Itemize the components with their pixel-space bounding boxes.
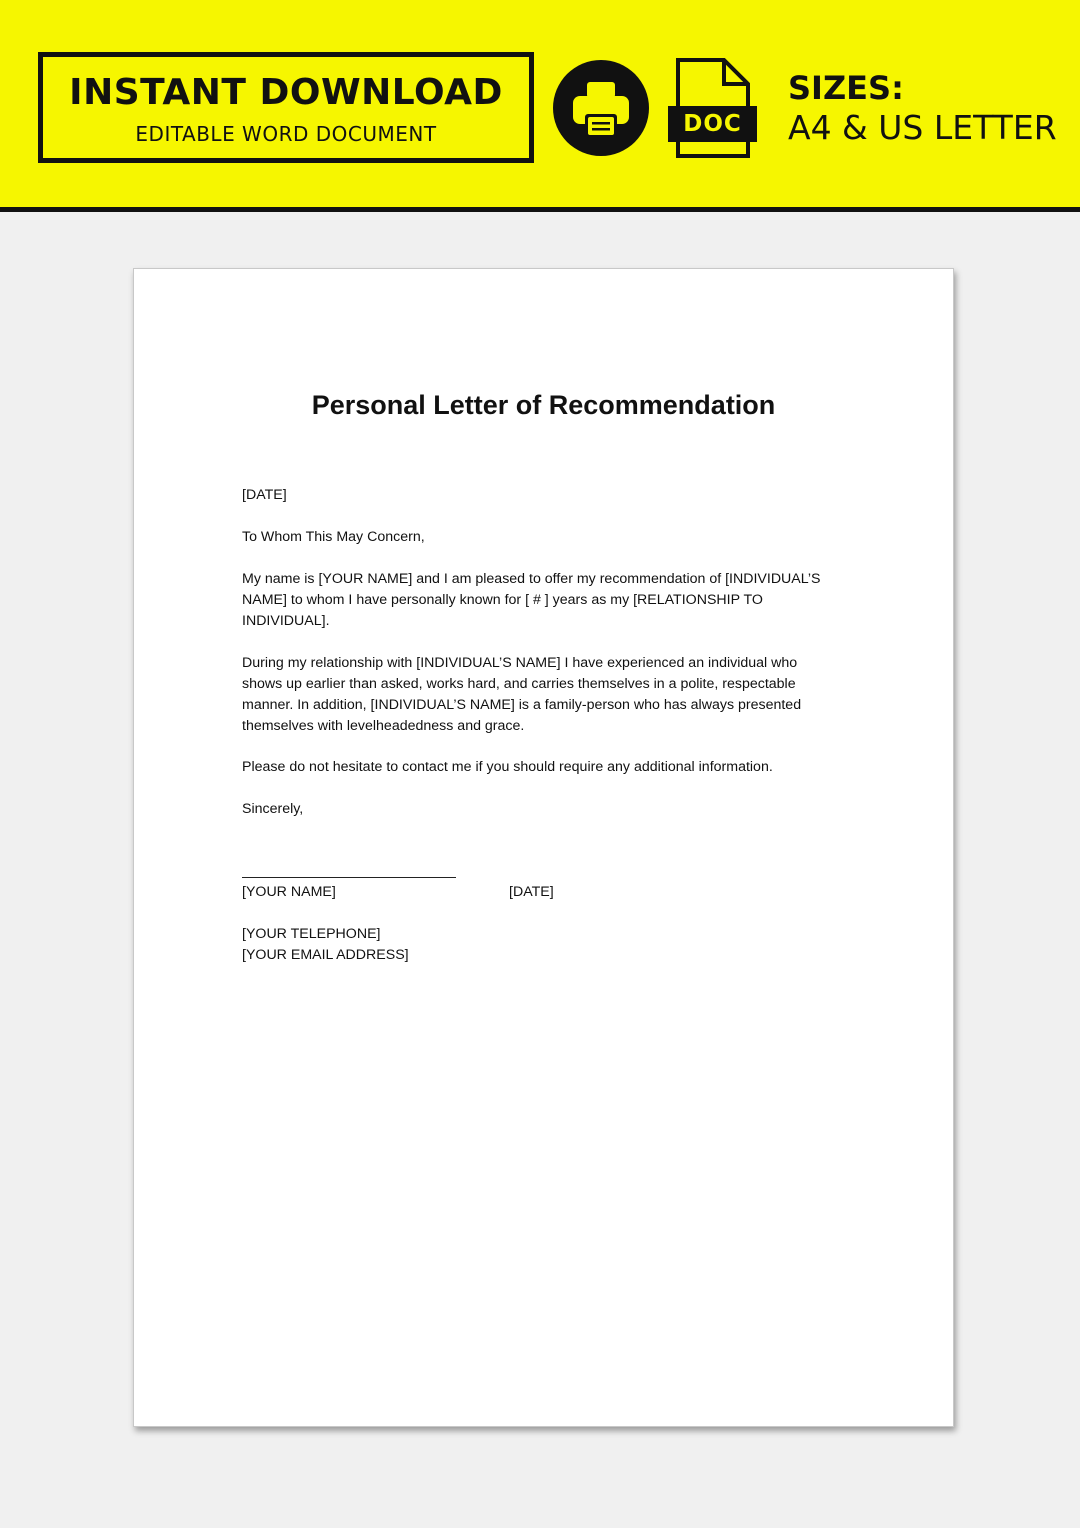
sizes-label: SIZES: <box>788 69 904 107</box>
contact-telephone: [YOUR TELEPHONE] <box>242 926 381 942</box>
paragraph-2-line: manner. In addition, [INDIVIDUAL’S NAME] is a family-person who has always presented <box>242 697 802 713</box>
badge-title: INSTANT DOWNLOAD <box>69 72 503 113</box>
letter-title: Personal Letter of Recommendation <box>311 390 776 420</box>
doc-label: DOC <box>683 111 742 137</box>
signature-name: [YOUR NAME] <box>242 884 336 900</box>
paragraph-2-line: During my relationship with [INDIVIDUAL’S NAME] I have experienced an individual who <box>242 655 798 671</box>
printer-icon <box>553 60 649 156</box>
signature-date: [DATE] <box>509 884 554 900</box>
paragraph-1 <box>242 569 842 632</box>
paragraph-1-line: My name is [YOUR NAME] and I am pleased to offer my recommendation of [INDIVIDUAL’S <box>242 571 821 587</box>
paragraph-1-line: INDIVIDUAL]. <box>242 613 330 629</box>
letter-closing: Sincerely, <box>242 801 304 817</box>
paragraph-2-line: themselves with levelheadedness and grace. <box>242 718 525 734</box>
instant-download-badge <box>38 52 534 163</box>
paragraph-3: Please do not hesitate to contact me if you should require any additional information. <box>242 759 773 775</box>
paragraph-1-line: NAME] to whom I have personally known for [ # ] years as my [RELATIONSHIP TO <box>242 592 763 608</box>
paragraph-2 <box>242 653 842 737</box>
signature-line <box>242 877 456 878</box>
paragraph-2-line: shows up earlier than asked, works hard, and carries themselves in a polite, respectable <box>242 676 796 692</box>
contact-email: [YOUR EMAIL ADDRESS] <box>242 947 409 963</box>
document-page <box>133 268 954 1427</box>
letter-date: [DATE] <box>242 487 287 503</box>
badge-subtitle: EDITABLE WORD DOCUMENT <box>135 122 437 146</box>
letter-greeting: To Whom This May Concern, <box>242 529 425 545</box>
sizes-value: A4 & US LETTER <box>788 108 1057 147</box>
promo-banner <box>0 0 1080 212</box>
